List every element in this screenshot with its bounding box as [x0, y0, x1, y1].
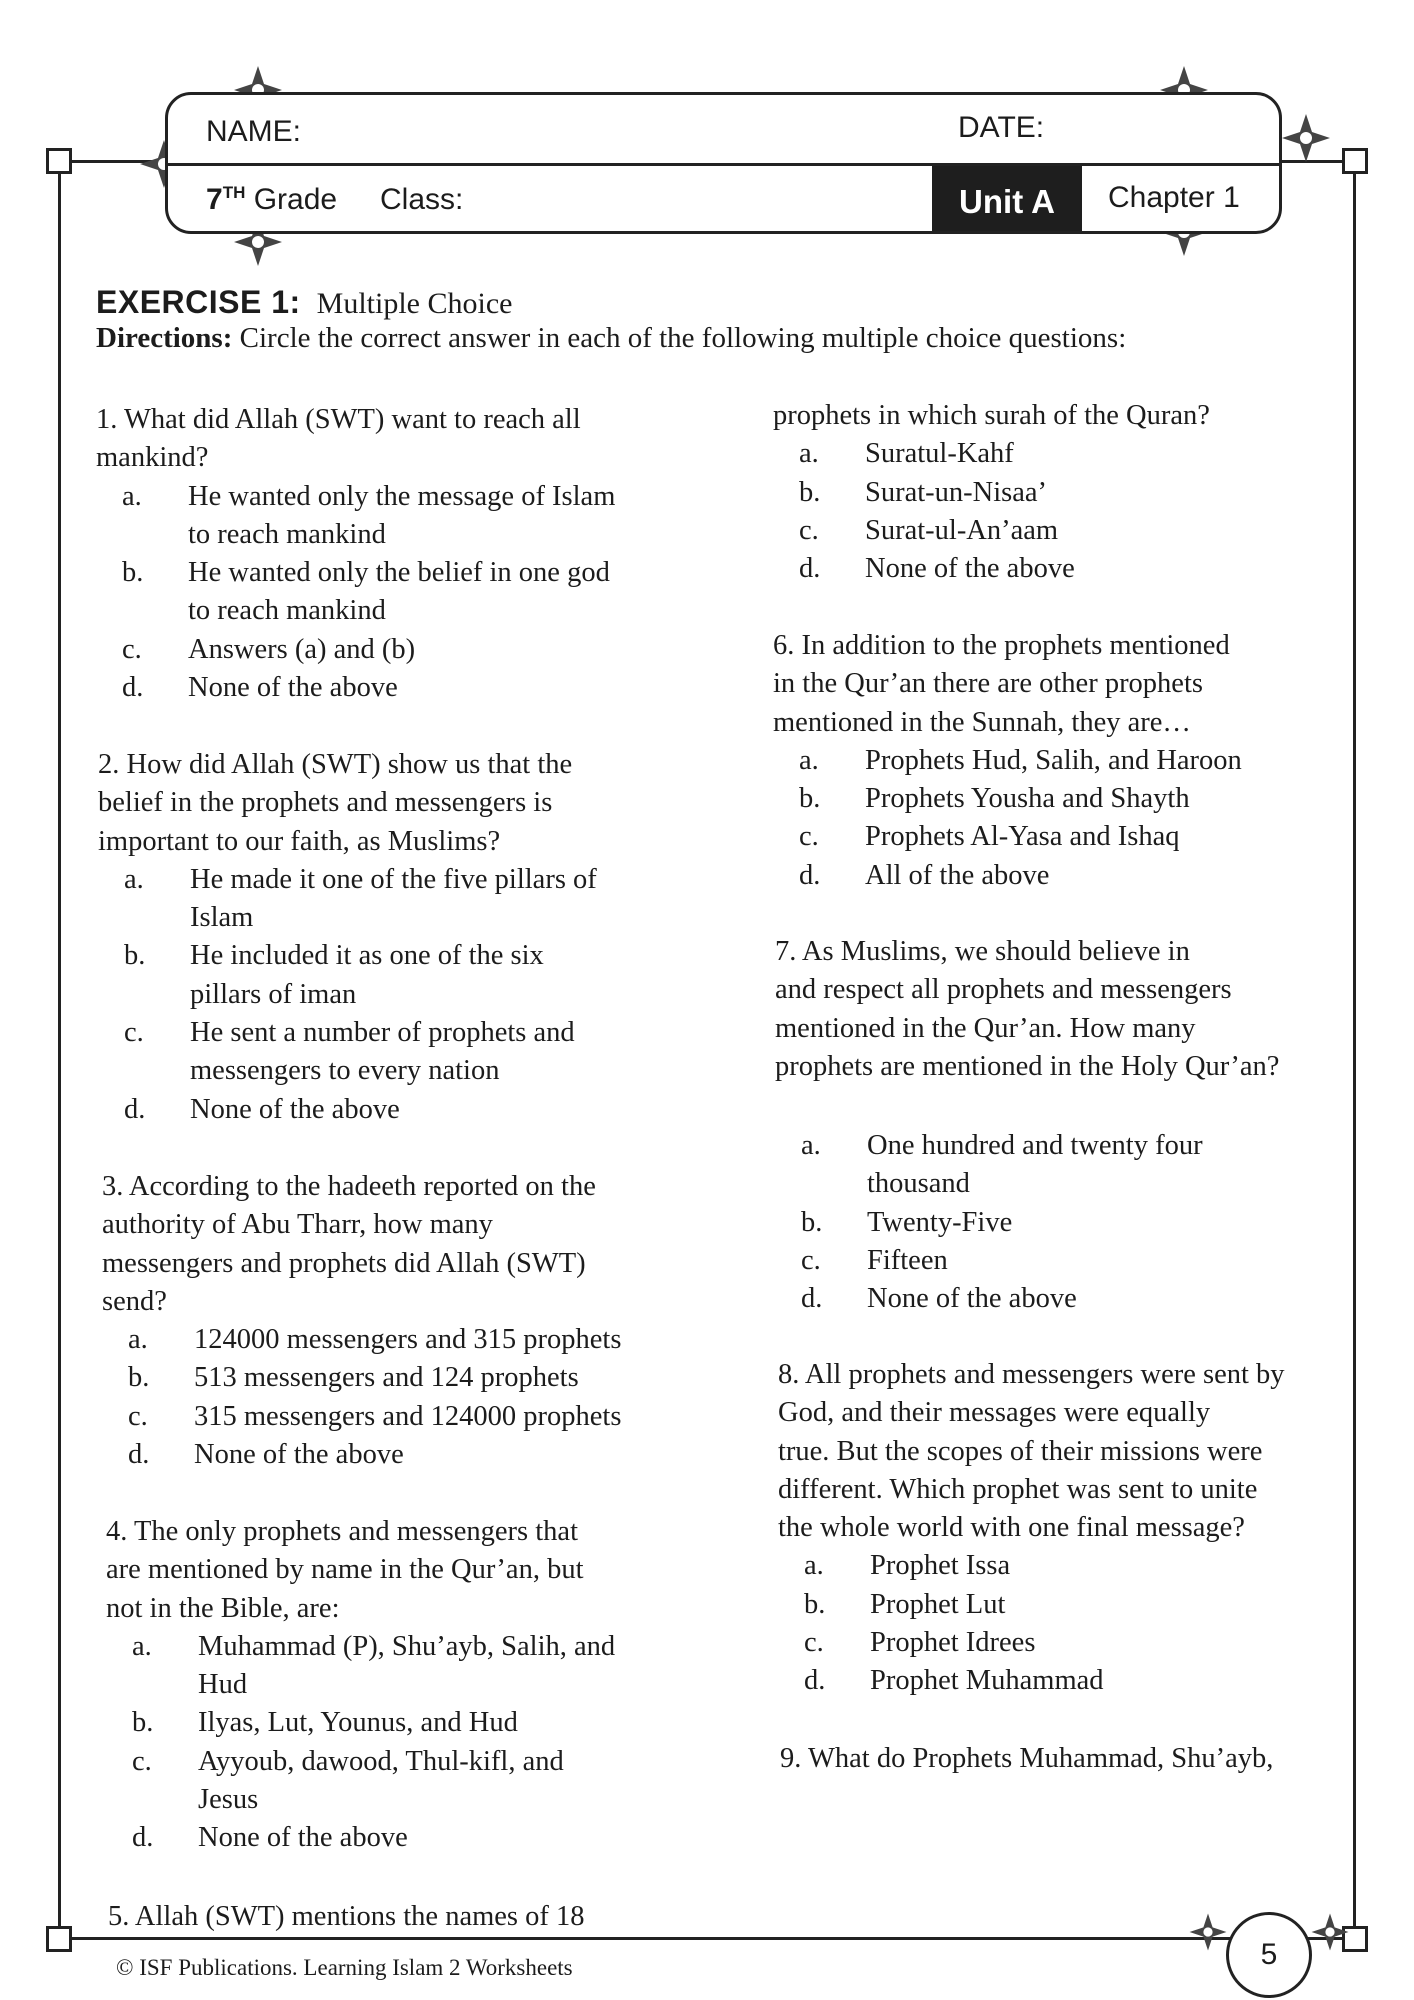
option-text — [188, 631, 716, 669]
option-letter: a. — [804, 1550, 824, 1582]
question-4 — [106, 1513, 726, 1858]
option-text — [870, 1547, 1378, 1585]
option-text-line: None of the above — [190, 1093, 400, 1125]
option-text-line: to reach mankind — [188, 518, 386, 550]
option-letter: b. — [799, 783, 821, 815]
option-letter: a. — [801, 1130, 821, 1161]
answer-option — [106, 1819, 726, 1857]
answer-option — [96, 669, 716, 707]
option-letter: c. — [801, 1244, 821, 1276]
option-text — [190, 937, 718, 1014]
option-text-line: None of the above — [188, 672, 398, 704]
option-text — [194, 1359, 722, 1397]
answer-option — [778, 1624, 1378, 1662]
question-stem-line: messengers and prophets did Allah (SWT) — [102, 1247, 586, 1279]
option-text-line: 315 messengers and 124000 prophets — [194, 1400, 622, 1432]
question-8 — [778, 1356, 1378, 1701]
option-text-line: None of the above — [867, 1283, 1077, 1315]
ornament-icon — [1188, 1912, 1228, 1952]
option-letter: d. — [132, 1822, 154, 1854]
answer-option — [98, 1091, 718, 1129]
question-stem-line: important to our faith, as Muslims? — [98, 825, 501, 857]
question-stem-line: mankind? — [96, 442, 209, 474]
option-text-line: messengers to every nation — [190, 1055, 500, 1087]
ornament-icon — [1280, 112, 1332, 164]
answer-option — [106, 1704, 726, 1742]
option-text-line: Suratul-Kahf — [865, 438, 1014, 470]
grade-word: Grade — [253, 183, 338, 216]
option-text — [870, 1624, 1378, 1662]
option-text — [867, 1280, 1375, 1318]
question-stem-line: 4. The only prophets and messengers that — [106, 1516, 579, 1547]
option-text — [865, 742, 1373, 780]
answer-option — [773, 780, 1373, 818]
option-text-line: Prophet Lut — [870, 1588, 1006, 1620]
question-stem-line: mentioned in the Sunnah, they are… — [773, 706, 1191, 738]
answer-option — [773, 550, 1373, 588]
answer-option — [778, 1662, 1378, 1700]
option-text-line: pillars of iman — [190, 978, 357, 1010]
header-divider — [168, 163, 1279, 166]
option-text — [188, 478, 716, 555]
question-stem-line: 9. What do Prophets Muhammad, Shu’ayb, — [780, 1743, 1274, 1774]
option-letter: b. — [132, 1707, 154, 1739]
option-letter: b. — [128, 1362, 150, 1394]
option-text — [867, 1127, 1375, 1204]
option-text — [198, 1819, 726, 1857]
option-letter: a. — [132, 1630, 152, 1662]
option-text — [194, 1321, 722, 1359]
option-letter: d. — [122, 672, 144, 704]
option-letter: b. — [801, 1206, 823, 1238]
option-text-line: He wanted only the belief in one god — [188, 557, 610, 589]
answer-option — [106, 1628, 726, 1705]
exercise-title — [96, 284, 512, 321]
option-letter: d. — [128, 1439, 150, 1471]
copyright: © ISF Publications. Learning Islam 2 Worksheets — [116, 1955, 573, 1980]
question-stem-line: not in the Bible, are: — [106, 1592, 340, 1624]
option-text-line: Islam — [190, 902, 254, 934]
question-stem-line: are mentioned by name in the Qur’an, but — [106, 1554, 584, 1586]
question-stem-line: send? — [102, 1285, 167, 1317]
option-text-line: Prophets Al-Yasa and Ishaq — [865, 821, 1180, 853]
question-stem-line: prophets in which surah of the Quran? — [773, 400, 1210, 431]
question-stem-line: different. Which prophet was sent to unite — [778, 1473, 1258, 1505]
grade-number: 7 — [206, 183, 223, 216]
option-text — [865, 435, 1373, 473]
answer-option — [102, 1321, 722, 1359]
question-stem-line: prophets are mentioned in the Holy Qur’an? — [775, 1050, 1280, 1082]
option-text-line: Jesus — [198, 1784, 259, 1816]
question-2 — [98, 746, 718, 1129]
answer-option — [773, 512, 1373, 550]
question-stem-line: in the Qur’an there are other prophets — [773, 668, 1203, 700]
question-stem-line: and respect all prophets and messengers — [775, 974, 1232, 1006]
question-stem-line: 7. As Muslims, we should believe in — [775, 936, 1190, 967]
answer-option — [775, 1204, 1375, 1242]
answer-option — [773, 435, 1373, 473]
option-letter: b. — [804, 1588, 826, 1620]
option-text — [867, 1242, 1375, 1280]
option-text — [194, 1436, 722, 1474]
option-text-line: Ayyoub, dawood, Thul-kifl, and — [198, 1745, 564, 1777]
question-stem-line: 2. How did Allah (SWT) show us that the — [98, 749, 573, 780]
answer-option — [778, 1547, 1378, 1585]
option-text-line: Twenty-Five — [867, 1206, 1013, 1238]
option-text — [865, 818, 1373, 856]
answer-option — [775, 1242, 1375, 1280]
option-letter: d. — [124, 1093, 146, 1125]
option-text — [198, 1743, 726, 1820]
option-letter: a. — [799, 744, 819, 776]
ornament-icon — [1310, 1912, 1350, 1952]
question-stem-line: the whole world with one final message? — [778, 1512, 1245, 1544]
answer-option — [96, 554, 716, 631]
option-letter: b. — [124, 940, 146, 972]
option-text-line: He wanted only the message of Islam — [188, 480, 616, 512]
option-letter: c. — [799, 821, 819, 853]
class-label: Class: — [380, 183, 464, 216]
option-text-line: Prophet Idrees — [870, 1627, 1036, 1659]
option-text — [190, 1014, 718, 1091]
answer-option — [775, 1127, 1375, 1204]
question-7 — [775, 933, 1375, 1086]
border-corner-top-right — [1342, 148, 1368, 174]
option-text-line: One hundred and twenty four — [867, 1130, 1203, 1161]
option-text-line: 513 messengers and 124 prophets — [194, 1362, 579, 1394]
grade-suffix: TH — [222, 183, 246, 202]
option-text-line: Prophets Hud, Salih, and Haroon — [865, 744, 1242, 776]
option-text — [198, 1628, 726, 1705]
answer-option — [98, 861, 718, 938]
option-text — [865, 780, 1373, 818]
option-letter: b. — [122, 557, 144, 589]
option-letter: b. — [799, 476, 821, 508]
directions — [96, 322, 1126, 355]
option-text-line: Surat-ul-An’aam — [865, 514, 1059, 546]
option-text — [865, 857, 1373, 895]
unit-badge: Unit A — [932, 166, 1082, 234]
border-corner-bottom-left — [46, 1926, 72, 1952]
question-stem-line: 8. All prophets and messengers were sent by — [778, 1359, 1285, 1390]
option-text — [190, 1091, 718, 1129]
directions-text: Circle the correct answer in each of the following multiple choice questions: — [239, 322, 1127, 354]
option-text — [188, 669, 716, 707]
name-label: NAME: — [206, 115, 302, 148]
answer-option — [98, 1014, 718, 1091]
option-text-line: He included it as one of the six — [190, 940, 544, 972]
option-letter: d. — [799, 859, 821, 891]
option-letter: c. — [799, 514, 819, 546]
border-corner-top-left — [46, 148, 72, 174]
option-text-line: thousand — [867, 1168, 970, 1200]
answer-option — [773, 474, 1373, 512]
exercise-type: Multiple Choice — [316, 287, 513, 320]
option-text — [198, 1704, 726, 1742]
grade-label — [206, 183, 337, 217]
option-text-line: Ilyas, Lut, Younus, and Hud — [198, 1707, 518, 1739]
option-text — [865, 512, 1373, 550]
option-text — [870, 1586, 1378, 1624]
option-text-line: Prophet Muhammad — [870, 1665, 1104, 1697]
option-text-line: None of the above — [194, 1439, 404, 1471]
answer-option — [98, 937, 718, 1014]
option-text-line: Surat-un-Nisaa’ — [865, 476, 1048, 508]
option-text-line: None of the above — [865, 553, 1075, 585]
question-stem-line: mentioned in the Qur’an. How many — [775, 1012, 1196, 1044]
answer-option — [96, 631, 716, 669]
page-number: 5 — [1226, 1912, 1312, 1998]
answer-option — [778, 1586, 1378, 1624]
answer-option — [96, 478, 716, 555]
option-text-line: Answers (a) and (b) — [188, 633, 416, 665]
answer-option — [773, 818, 1373, 856]
option-letter: c. — [132, 1745, 152, 1777]
answer-option — [102, 1359, 722, 1397]
date-label: DATE: — [958, 111, 1045, 144]
option-text-line: Hud — [198, 1669, 248, 1701]
question-1 — [96, 401, 716, 707]
option-text-line: to reach mankind — [188, 595, 386, 627]
option-letter: d. — [804, 1665, 826, 1697]
answer-option — [102, 1398, 722, 1436]
question-stem-line: 1. What did Allah (SWT) want to reach all — [96, 404, 581, 435]
option-text-line: He made it one of the five pillars of — [190, 863, 597, 895]
question-stem-line: 5. Allah (SWT) mentions the names of 18 — [108, 1901, 585, 1932]
option-letter: a. — [128, 1324, 148, 1356]
question-5-continued — [773, 397, 1373, 588]
option-text — [865, 550, 1373, 588]
option-text-line: He sent a number of prophets and — [190, 1017, 575, 1049]
option-text-line: All of the above — [865, 859, 1050, 891]
question-stem-line: 3. According to the hadeeth reported on the — [102, 1171, 596, 1202]
worksheet-header — [165, 92, 1282, 234]
answer-option — [773, 742, 1373, 780]
exercise-label: EXERCISE 1: — [96, 284, 301, 320]
option-text-line: 124000 messengers and 315 prophets — [194, 1324, 622, 1356]
option-letter: d. — [801, 1283, 823, 1315]
answer-option — [773, 857, 1373, 895]
option-letter: c. — [124, 1017, 144, 1049]
question-stem-line: God, and their messages were equally — [778, 1397, 1211, 1429]
option-text-line: Prophet Issa — [870, 1550, 1011, 1582]
option-text — [867, 1204, 1375, 1242]
directions-label: Directions: — [96, 322, 233, 354]
question-stem-line: authority of Abu Tharr, how many — [102, 1209, 493, 1241]
option-text — [194, 1398, 722, 1436]
option-letter: c. — [804, 1627, 824, 1659]
option-letter: a. — [122, 480, 142, 512]
option-letter: c. — [128, 1400, 148, 1432]
option-letter: a. — [799, 438, 819, 470]
answer-option — [106, 1743, 726, 1820]
option-text — [865, 474, 1373, 512]
option-text — [188, 554, 716, 631]
answer-option — [775, 1280, 1375, 1318]
question-stem-line: true. But the scopes of their missions were — [778, 1435, 1263, 1467]
option-letter: a. — [124, 863, 144, 895]
option-text — [190, 861, 718, 938]
question-stem-line: 6. In addition to the prophets mentioned — [773, 630, 1230, 661]
answer-option — [102, 1436, 722, 1474]
option-text-line: Fifteen — [867, 1244, 948, 1276]
chapter-label: Chapter 1 — [1108, 181, 1240, 214]
question-9 — [780, 1740, 1380, 1778]
option-text-line: Prophets Yousha and Shayth — [865, 783, 1190, 815]
option-letter: d. — [799, 553, 821, 585]
question-7-options — [775, 1127, 1375, 1318]
question-5 — [108, 1898, 728, 1936]
question-stem-line: belief in the prophets and messengers is — [98, 787, 553, 819]
option-text-line: Muhammad (P), Shu’ayb, Salih, and — [198, 1630, 616, 1662]
option-text-line: None of the above — [198, 1822, 408, 1854]
option-text — [870, 1662, 1378, 1700]
option-letter: c. — [122, 633, 142, 665]
question-3 — [102, 1168, 722, 1474]
question-6 — [773, 627, 1373, 895]
